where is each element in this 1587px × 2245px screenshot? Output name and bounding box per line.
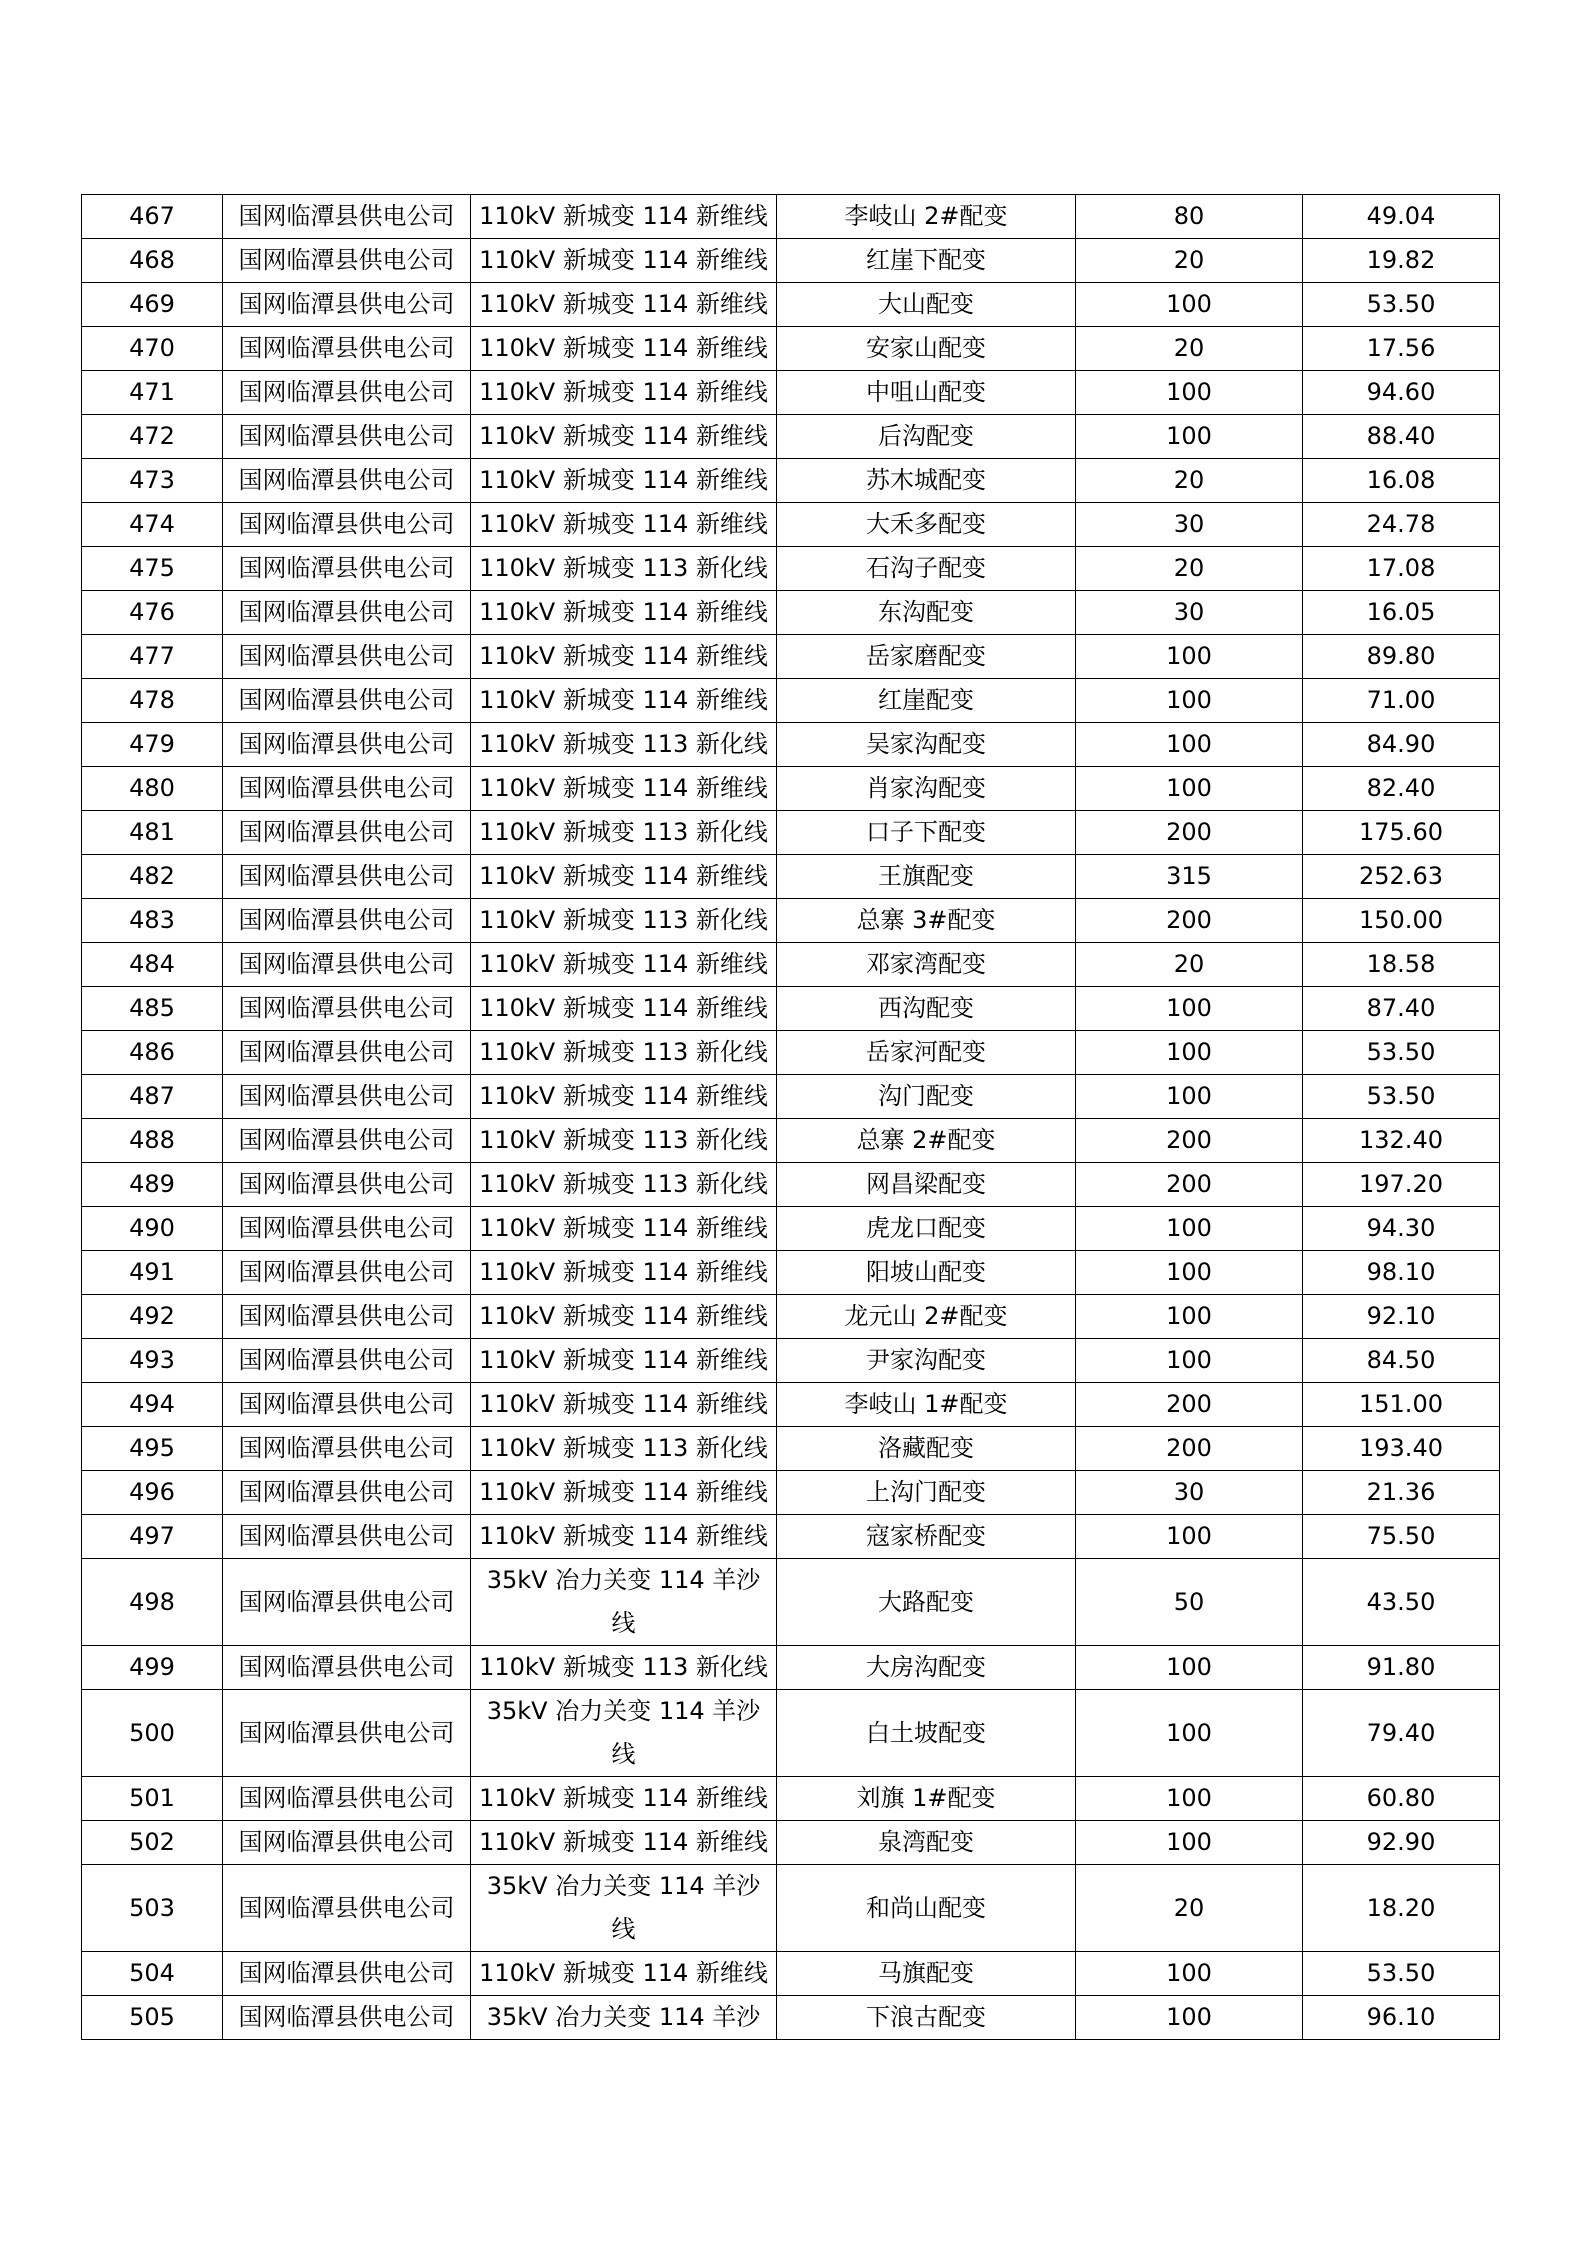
line-cell: 110kV 新城变 114 新维线 bbox=[471, 1471, 777, 1515]
transformer-cell: 岳家磨配变 bbox=[777, 635, 1076, 679]
line-cell: 110kV 新城变 114 新维线 bbox=[471, 679, 777, 723]
value-cell: 84.50 bbox=[1303, 1339, 1500, 1383]
capacity-cell: 200 bbox=[1076, 899, 1303, 943]
row-number-cell: 501 bbox=[82, 1777, 223, 1821]
row-number-cell: 482 bbox=[82, 855, 223, 899]
capacity-cell: 200 bbox=[1076, 811, 1303, 855]
company-cell: 国网临潭县供电公司 bbox=[223, 1515, 471, 1559]
company-cell: 国网临潭县供电公司 bbox=[223, 239, 471, 283]
table-row bbox=[82, 723, 1500, 767]
value-cell: 53.50 bbox=[1303, 1031, 1500, 1075]
table-row bbox=[82, 1515, 1500, 1559]
capacity-cell: 100 bbox=[1076, 723, 1303, 767]
value-cell: 18.20 bbox=[1303, 1865, 1500, 1952]
transformer-cell: 邓家湾配变 bbox=[777, 943, 1076, 987]
value-cell: 193.40 bbox=[1303, 1427, 1500, 1471]
value-cell: 53.50 bbox=[1303, 1075, 1500, 1119]
capacity-cell: 30 bbox=[1076, 1471, 1303, 1515]
line-cell: 110kV 新城变 114 新维线 bbox=[471, 635, 777, 679]
line-cell: 110kV 新城变 114 新维线 bbox=[471, 1821, 777, 1865]
value-cell: 92.90 bbox=[1303, 1821, 1500, 1865]
row-number-cell: 489 bbox=[82, 1163, 223, 1207]
table-row bbox=[82, 415, 1500, 459]
company-cell: 国网临潭县供电公司 bbox=[223, 1865, 471, 1952]
transformer-cell: 洛藏配变 bbox=[777, 1427, 1076, 1471]
table-row bbox=[82, 1471, 1500, 1515]
line-cell: 110kV 新城变 114 新维线 bbox=[471, 767, 777, 811]
capacity-cell: 100 bbox=[1076, 1777, 1303, 1821]
table-row bbox=[82, 371, 1500, 415]
capacity-cell: 100 bbox=[1076, 283, 1303, 327]
table-row bbox=[82, 1163, 1500, 1207]
capacity-cell: 20 bbox=[1076, 327, 1303, 371]
transformer-cell: 刘旗 1#配变 bbox=[777, 1777, 1076, 1821]
transformer-cell: 口子下配变 bbox=[777, 811, 1076, 855]
table-row bbox=[82, 1207, 1500, 1251]
capacity-cell: 100 bbox=[1076, 1031, 1303, 1075]
capacity-cell: 80 bbox=[1076, 195, 1303, 239]
transformer-cell: 大路配变 bbox=[777, 1559, 1076, 1646]
transformer-cell: 虎龙口配变 bbox=[777, 1207, 1076, 1251]
table-row bbox=[82, 239, 1500, 283]
capacity-cell: 30 bbox=[1076, 503, 1303, 547]
transformer-cell: 和尚山配变 bbox=[777, 1865, 1076, 1952]
transformer-cell: 网昌梁配变 bbox=[777, 1163, 1076, 1207]
transformer-cell: 寇家桥配变 bbox=[777, 1515, 1076, 1559]
value-cell: 16.08 bbox=[1303, 459, 1500, 503]
transformer-cell: 马旗配变 bbox=[777, 1952, 1076, 1996]
row-number-cell: 494 bbox=[82, 1383, 223, 1427]
row-number-cell: 487 bbox=[82, 1075, 223, 1119]
value-cell: 82.40 bbox=[1303, 767, 1500, 811]
transformer-cell: 大山配变 bbox=[777, 283, 1076, 327]
table-row bbox=[82, 1996, 1500, 2040]
company-cell: 国网临潭县供电公司 bbox=[223, 1559, 471, 1646]
capacity-cell: 100 bbox=[1076, 1952, 1303, 1996]
row-number-cell: 474 bbox=[82, 503, 223, 547]
capacity-cell: 200 bbox=[1076, 1427, 1303, 1471]
row-number-cell: 485 bbox=[82, 987, 223, 1031]
transformer-cell: 总寨 3#配变 bbox=[777, 899, 1076, 943]
line-cell: 35kV 冶力关变 114 羊沙线 bbox=[471, 1865, 777, 1952]
table-row bbox=[82, 1777, 1500, 1821]
transformer-cell: 岳家河配变 bbox=[777, 1031, 1076, 1075]
table-row bbox=[82, 283, 1500, 327]
company-cell: 国网临潭县供电公司 bbox=[223, 855, 471, 899]
value-cell: 75.50 bbox=[1303, 1515, 1500, 1559]
company-cell: 国网临潭县供电公司 bbox=[223, 1952, 471, 1996]
value-cell: 19.82 bbox=[1303, 239, 1500, 283]
capacity-cell: 100 bbox=[1076, 1075, 1303, 1119]
table-row bbox=[82, 855, 1500, 899]
transformer-cell: 泉湾配变 bbox=[777, 1821, 1076, 1865]
value-cell: 24.78 bbox=[1303, 503, 1500, 547]
table-row bbox=[82, 1427, 1500, 1471]
transformer-cell: 下浪古配变 bbox=[777, 1996, 1076, 2040]
value-cell: 252.63 bbox=[1303, 855, 1500, 899]
row-number-cell: 498 bbox=[82, 1559, 223, 1646]
value-cell: 43.50 bbox=[1303, 1559, 1500, 1646]
table-row bbox=[82, 1865, 1500, 1952]
capacity-cell: 100 bbox=[1076, 1251, 1303, 1295]
line-cell: 35kV 冶力关变 114 羊沙线 bbox=[471, 1690, 777, 1777]
capacity-cell: 100 bbox=[1076, 679, 1303, 723]
row-number-cell: 495 bbox=[82, 1427, 223, 1471]
line-cell: 110kV 新城变 113 新化线 bbox=[471, 1031, 777, 1075]
row-number-cell: 478 bbox=[82, 679, 223, 723]
capacity-cell: 100 bbox=[1076, 1646, 1303, 1690]
company-cell: 国网临潭县供电公司 bbox=[223, 679, 471, 723]
line-cell: 110kV 新城变 113 新化线 bbox=[471, 811, 777, 855]
capacity-cell: 100 bbox=[1076, 1515, 1303, 1559]
table-row bbox=[82, 547, 1500, 591]
table-row bbox=[82, 1690, 1500, 1777]
company-cell: 国网临潭县供电公司 bbox=[223, 1339, 471, 1383]
line-cell: 110kV 新城变 114 新维线 bbox=[471, 943, 777, 987]
line-cell: 110kV 新城变 114 新维线 bbox=[471, 1515, 777, 1559]
capacity-cell: 100 bbox=[1076, 767, 1303, 811]
capacity-cell: 20 bbox=[1076, 239, 1303, 283]
line-cell: 110kV 新城变 114 新维线 bbox=[471, 855, 777, 899]
company-cell: 国网临潭县供电公司 bbox=[223, 987, 471, 1031]
table-body bbox=[82, 195, 1500, 2040]
capacity-cell: 30 bbox=[1076, 591, 1303, 635]
transformer-cell: 苏木城配变 bbox=[777, 459, 1076, 503]
line-cell: 110kV 新城变 114 新维线 bbox=[471, 1339, 777, 1383]
value-cell: 16.05 bbox=[1303, 591, 1500, 635]
company-cell: 国网临潭县供电公司 bbox=[223, 415, 471, 459]
line-cell: 110kV 新城变 114 新维线 bbox=[471, 1383, 777, 1427]
row-number-cell: 492 bbox=[82, 1295, 223, 1339]
row-number-cell: 467 bbox=[82, 195, 223, 239]
capacity-cell: 100 bbox=[1076, 415, 1303, 459]
table-row bbox=[82, 1339, 1500, 1383]
company-cell: 国网临潭县供电公司 bbox=[223, 371, 471, 415]
company-cell: 国网临潭县供电公司 bbox=[223, 1075, 471, 1119]
line-cell: 110kV 新城变 113 新化线 bbox=[471, 899, 777, 943]
capacity-cell: 20 bbox=[1076, 943, 1303, 987]
transformer-cell: 红崖配变 bbox=[777, 679, 1076, 723]
table-row bbox=[82, 1119, 1500, 1163]
table-row bbox=[82, 195, 1500, 239]
table-row bbox=[82, 1952, 1500, 1996]
company-cell: 国网临潭县供电公司 bbox=[223, 1251, 471, 1295]
value-cell: 150.00 bbox=[1303, 899, 1500, 943]
value-cell: 79.40 bbox=[1303, 1690, 1500, 1777]
table-row bbox=[82, 1031, 1500, 1075]
capacity-cell: 315 bbox=[1076, 855, 1303, 899]
line-cell: 110kV 新城变 114 新维线 bbox=[471, 1075, 777, 1119]
value-cell: 84.90 bbox=[1303, 723, 1500, 767]
value-cell: 94.30 bbox=[1303, 1207, 1500, 1251]
transformer-table bbox=[81, 194, 1500, 2040]
line-cell: 110kV 新城变 114 新维线 bbox=[471, 1251, 777, 1295]
capacity-cell: 100 bbox=[1076, 1690, 1303, 1777]
capacity-cell: 100 bbox=[1076, 371, 1303, 415]
line-cell: 110kV 新城变 114 新维线 bbox=[471, 239, 777, 283]
table-row bbox=[82, 1251, 1500, 1295]
value-cell: 197.20 bbox=[1303, 1163, 1500, 1207]
line-cell: 110kV 新城变 114 新维线 bbox=[471, 195, 777, 239]
value-cell: 88.40 bbox=[1303, 415, 1500, 459]
transformer-cell: 肖家沟配变 bbox=[777, 767, 1076, 811]
row-number-cell: 484 bbox=[82, 943, 223, 987]
capacity-cell: 200 bbox=[1076, 1119, 1303, 1163]
table-row bbox=[82, 327, 1500, 371]
company-cell: 国网临潭县供电公司 bbox=[223, 1427, 471, 1471]
company-cell: 国网临潭县供电公司 bbox=[223, 591, 471, 635]
table-row bbox=[82, 899, 1500, 943]
line-cell: 110kV 新城变 114 新维线 bbox=[471, 1952, 777, 1996]
line-cell: 110kV 新城变 114 新维线 bbox=[471, 1295, 777, 1339]
transformer-cell: 李岐山 2#配变 bbox=[777, 195, 1076, 239]
transformer-cell: 李岐山 1#配变 bbox=[777, 1383, 1076, 1427]
row-number-cell: 503 bbox=[82, 1865, 223, 1952]
transformer-cell: 总寨 2#配变 bbox=[777, 1119, 1076, 1163]
table-row bbox=[82, 1383, 1500, 1427]
company-cell: 国网临潭县供电公司 bbox=[223, 1119, 471, 1163]
row-number-cell: 469 bbox=[82, 283, 223, 327]
capacity-cell: 200 bbox=[1076, 1383, 1303, 1427]
row-number-cell: 475 bbox=[82, 547, 223, 591]
transformer-cell: 上沟门配变 bbox=[777, 1471, 1076, 1515]
row-number-cell: 473 bbox=[82, 459, 223, 503]
value-cell: 87.40 bbox=[1303, 987, 1500, 1031]
table-row bbox=[82, 811, 1500, 855]
line-cell: 110kV 新城变 114 新维线 bbox=[471, 283, 777, 327]
transformer-cell: 龙元山 2#配变 bbox=[777, 1295, 1076, 1339]
line-cell: 110kV 新城变 113 新化线 bbox=[471, 1427, 777, 1471]
line-cell: 110kV 新城变 113 新化线 bbox=[471, 1646, 777, 1690]
row-number-cell: 480 bbox=[82, 767, 223, 811]
line-cell: 110kV 新城变 113 新化线 bbox=[471, 1119, 777, 1163]
transformer-cell: 白土坡配变 bbox=[777, 1690, 1076, 1777]
value-cell: 21.36 bbox=[1303, 1471, 1500, 1515]
table-row bbox=[82, 679, 1500, 723]
value-cell: 96.10 bbox=[1303, 1996, 1500, 2040]
capacity-cell: 100 bbox=[1076, 635, 1303, 679]
row-number-cell: 490 bbox=[82, 1207, 223, 1251]
row-number-cell: 497 bbox=[82, 1515, 223, 1559]
capacity-cell: 100 bbox=[1076, 1821, 1303, 1865]
transformer-cell: 石沟子配变 bbox=[777, 547, 1076, 591]
company-cell: 国网临潭县供电公司 bbox=[223, 1690, 471, 1777]
line-cell: 110kV 新城变 114 新维线 bbox=[471, 371, 777, 415]
line-cell: 110kV 新城变 114 新维线 bbox=[471, 987, 777, 1031]
table-row bbox=[82, 1559, 1500, 1646]
row-number-cell: 472 bbox=[82, 415, 223, 459]
value-cell: 94.60 bbox=[1303, 371, 1500, 415]
capacity-cell: 100 bbox=[1076, 1339, 1303, 1383]
line-cell: 110kV 新城变 114 新维线 bbox=[471, 503, 777, 547]
capacity-cell: 50 bbox=[1076, 1559, 1303, 1646]
capacity-cell: 200 bbox=[1076, 1163, 1303, 1207]
row-number-cell: 486 bbox=[82, 1031, 223, 1075]
row-number-cell: 476 bbox=[82, 591, 223, 635]
capacity-cell: 100 bbox=[1076, 1996, 1303, 2040]
value-cell: 60.80 bbox=[1303, 1777, 1500, 1821]
line-cell: 35kV 冶力关变 114 羊沙线 bbox=[471, 1559, 777, 1646]
capacity-cell: 20 bbox=[1076, 547, 1303, 591]
value-cell: 151.00 bbox=[1303, 1383, 1500, 1427]
row-number-cell: 493 bbox=[82, 1339, 223, 1383]
row-number-cell: 496 bbox=[82, 1471, 223, 1515]
transformer-cell: 中咀山配变 bbox=[777, 371, 1076, 415]
company-cell: 国网临潭县供电公司 bbox=[223, 1471, 471, 1515]
value-cell: 98.10 bbox=[1303, 1251, 1500, 1295]
line-cell: 110kV 新城变 114 新维线 bbox=[471, 459, 777, 503]
value-cell: 18.58 bbox=[1303, 943, 1500, 987]
row-number-cell: 502 bbox=[82, 1821, 223, 1865]
company-cell: 国网临潭县供电公司 bbox=[223, 811, 471, 855]
capacity-cell: 20 bbox=[1076, 1865, 1303, 1952]
row-number-cell: 483 bbox=[82, 899, 223, 943]
transformer-cell: 阳坡山配变 bbox=[777, 1251, 1076, 1295]
company-cell: 国网临潭县供电公司 bbox=[223, 1163, 471, 1207]
row-number-cell: 488 bbox=[82, 1119, 223, 1163]
capacity-cell: 20 bbox=[1076, 459, 1303, 503]
company-cell: 国网临潭县供电公司 bbox=[223, 1031, 471, 1075]
row-number-cell: 499 bbox=[82, 1646, 223, 1690]
company-cell: 国网临潭县供电公司 bbox=[223, 723, 471, 767]
company-cell: 国网临潭县供电公司 bbox=[223, 503, 471, 547]
transformer-cell: 安家山配变 bbox=[777, 327, 1076, 371]
value-cell: 71.00 bbox=[1303, 679, 1500, 723]
table-row bbox=[82, 503, 1500, 547]
value-cell: 53.50 bbox=[1303, 283, 1500, 327]
table-row bbox=[82, 1821, 1500, 1865]
company-cell: 国网临潭县供电公司 bbox=[223, 459, 471, 503]
line-cell: 35kV 冶力关变 114 羊沙 bbox=[471, 1996, 777, 2040]
value-cell: 17.56 bbox=[1303, 327, 1500, 371]
line-cell: 110kV 新城变 114 新维线 bbox=[471, 1207, 777, 1251]
table-row bbox=[82, 591, 1500, 635]
line-cell: 110kV 新城变 114 新维线 bbox=[471, 327, 777, 371]
transformer-cell: 吴家沟配变 bbox=[777, 723, 1076, 767]
table-row bbox=[82, 943, 1500, 987]
line-cell: 110kV 新城变 113 新化线 bbox=[471, 1163, 777, 1207]
transformer-cell: 尹家沟配变 bbox=[777, 1339, 1076, 1383]
value-cell: 91.80 bbox=[1303, 1646, 1500, 1690]
value-cell: 89.80 bbox=[1303, 635, 1500, 679]
row-number-cell: 470 bbox=[82, 327, 223, 371]
line-cell: 110kV 新城变 114 新维线 bbox=[471, 1777, 777, 1821]
row-number-cell: 479 bbox=[82, 723, 223, 767]
company-cell: 国网临潭县供电公司 bbox=[223, 1777, 471, 1821]
transformer-cell: 红崖下配变 bbox=[777, 239, 1076, 283]
transformer-cell: 东沟配变 bbox=[777, 591, 1076, 635]
transformer-cell: 沟门配变 bbox=[777, 1075, 1076, 1119]
company-cell: 国网临潭县供电公司 bbox=[223, 767, 471, 811]
value-cell: 175.60 bbox=[1303, 811, 1500, 855]
value-cell: 17.08 bbox=[1303, 547, 1500, 591]
table-row bbox=[82, 635, 1500, 679]
company-cell: 国网临潭县供电公司 bbox=[223, 327, 471, 371]
line-cell: 110kV 新城变 113 新化线 bbox=[471, 547, 777, 591]
table-row bbox=[82, 459, 1500, 503]
company-cell: 国网临潭县供电公司 bbox=[223, 1383, 471, 1427]
transformer-cell: 大房沟配变 bbox=[777, 1646, 1076, 1690]
row-number-cell: 477 bbox=[82, 635, 223, 679]
table-row bbox=[82, 1295, 1500, 1339]
table-row bbox=[82, 987, 1500, 1031]
line-cell: 110kV 新城变 114 新维线 bbox=[471, 591, 777, 635]
company-cell: 国网临潭县供电公司 bbox=[223, 635, 471, 679]
value-cell: 53.50 bbox=[1303, 1952, 1500, 1996]
company-cell: 国网临潭县供电公司 bbox=[223, 1996, 471, 2040]
row-number-cell: 481 bbox=[82, 811, 223, 855]
line-cell: 110kV 新城变 114 新维线 bbox=[471, 415, 777, 459]
row-number-cell: 500 bbox=[82, 1690, 223, 1777]
value-cell: 132.40 bbox=[1303, 1119, 1500, 1163]
table-row bbox=[82, 1075, 1500, 1119]
transformer-cell: 西沟配变 bbox=[777, 987, 1076, 1031]
row-number-cell: 505 bbox=[82, 1996, 223, 2040]
company-cell: 国网临潭县供电公司 bbox=[223, 1295, 471, 1339]
company-cell: 国网临潭县供电公司 bbox=[223, 1646, 471, 1690]
capacity-cell: 100 bbox=[1076, 987, 1303, 1031]
capacity-cell: 100 bbox=[1076, 1295, 1303, 1339]
company-cell: 国网临潭县供电公司 bbox=[223, 283, 471, 327]
line-cell: 110kV 新城变 113 新化线 bbox=[471, 723, 777, 767]
table-row bbox=[82, 767, 1500, 811]
company-cell: 国网临潭县供电公司 bbox=[223, 899, 471, 943]
transformer-cell: 王旗配变 bbox=[777, 855, 1076, 899]
transformer-cell: 大禾多配变 bbox=[777, 503, 1076, 547]
row-number-cell: 471 bbox=[82, 371, 223, 415]
transformer-cell: 后沟配变 bbox=[777, 415, 1076, 459]
value-cell: 49.04 bbox=[1303, 195, 1500, 239]
row-number-cell: 504 bbox=[82, 1952, 223, 1996]
table-row bbox=[82, 1646, 1500, 1690]
company-cell: 国网临潭县供电公司 bbox=[223, 943, 471, 987]
row-number-cell: 468 bbox=[82, 239, 223, 283]
capacity-cell: 100 bbox=[1076, 1207, 1303, 1251]
company-cell: 国网临潭县供电公司 bbox=[223, 1207, 471, 1251]
company-cell: 国网临潭县供电公司 bbox=[223, 1821, 471, 1865]
company-cell: 国网临潭县供电公司 bbox=[223, 547, 471, 591]
company-cell: 国网临潭县供电公司 bbox=[223, 195, 471, 239]
row-number-cell: 491 bbox=[82, 1251, 223, 1295]
value-cell: 92.10 bbox=[1303, 1295, 1500, 1339]
